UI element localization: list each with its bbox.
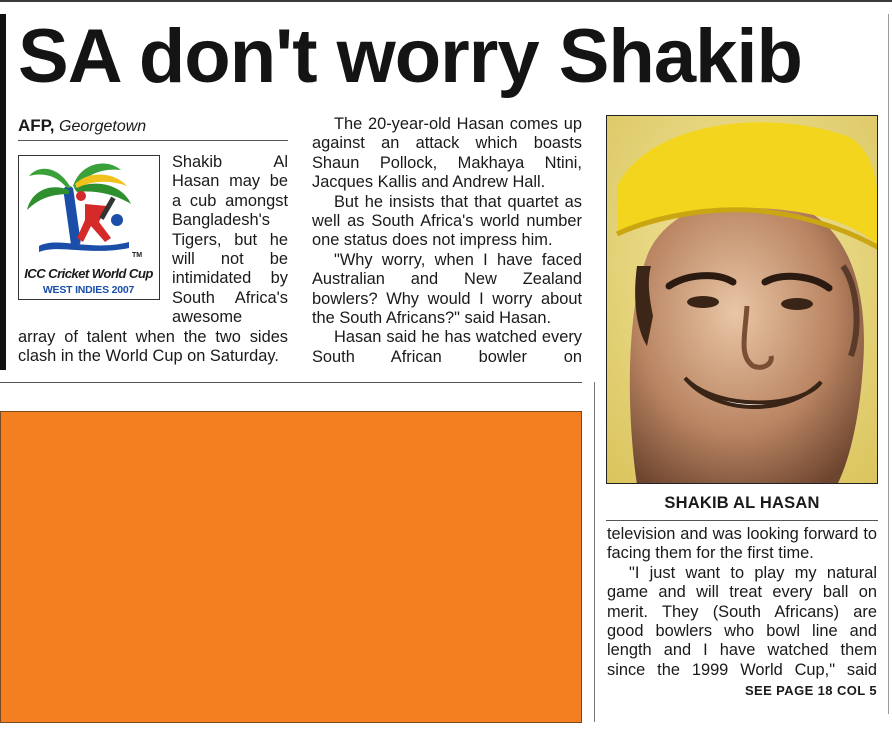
photo-caption: SHAKIB AL HASAN: [664, 494, 820, 512]
intro-continued-text: [18, 328, 288, 367]
caption-rule: [606, 520, 878, 521]
paragraph: "Why worry, when I have faced Australian and New Zealand bowlers? Why would I worry about the South Africans?" said Hasan.: [312, 250, 582, 328]
continuation-jump-link[interactable]: SEE PAGE 18 COL 5: [744, 683, 877, 698]
paragraph: But he insists that that quartet as well as South Africa's world number one status does not impress him.: [312, 192, 582, 250]
dateline: [18, 116, 288, 136]
text-line: clash in the World Cup on Saturday.: [18, 347, 279, 366]
text-line: Shakib Al: [172, 153, 288, 171]
text-line: array of talent when the two sides: [18, 328, 288, 346]
logo-title: ICC Cricket World Cup: [24, 266, 153, 281]
dateline-agency: AFP,: [18, 116, 55, 135]
player-photo: [606, 115, 878, 484]
text-line: awesome: [172, 308, 243, 327]
paragraph: Hasan said he has watched every South African bowler on: [312, 328, 582, 366]
world-cup-logo: [18, 155, 160, 300]
text-line: Bangladesh's: [172, 211, 270, 230]
article-column-2: [312, 115, 582, 367]
section-rule: [0, 382, 582, 383]
article-column-3: [607, 525, 877, 680]
column-divider: [594, 382, 595, 722]
dateline-place: Georgetown: [59, 118, 147, 135]
logo-subtitle: WEST INDIES 2007: [42, 284, 135, 296]
top-rule: [0, 0, 892, 2]
dateline-rule: [18, 140, 288, 141]
page-edge-rule: [888, 14, 889, 714]
text-line: intimidated by: [172, 269, 288, 288]
headline: SA don't worry Shakib: [18, 14, 802, 99]
left-accent-bar: [0, 14, 6, 370]
palm-tree-cricketer-icon: [19, 156, 158, 264]
intro-wrapped-text: [172, 153, 288, 328]
trademark-mark: TM: [132, 252, 143, 259]
player-portrait-image: [607, 116, 878, 484]
paragraph: "I just want to play my natural game and will treat every ball on merit. They (South Africans) are good bowlers who bowl line and length and I have watched them since the 1999 World Cup," said: [607, 563, 877, 679]
text-line: a cub amongst: [172, 191, 288, 210]
text-line: Hasan may be: [172, 172, 288, 191]
text-line: South Africa's: [172, 288, 288, 307]
text-line: Tigers, but he: [172, 230, 288, 249]
text-line: will not be: [172, 250, 288, 269]
paragraph: The 20-year-old Hasan comes up against an attack which boasts Shaun Pollock, Makhaya Ntini, Jacques Kallis and Andrew Hall.: [312, 115, 582, 192]
advertisement-block: [0, 411, 582, 723]
paragraph: television and was looking forward to facing them for the first time.: [607, 525, 877, 563]
